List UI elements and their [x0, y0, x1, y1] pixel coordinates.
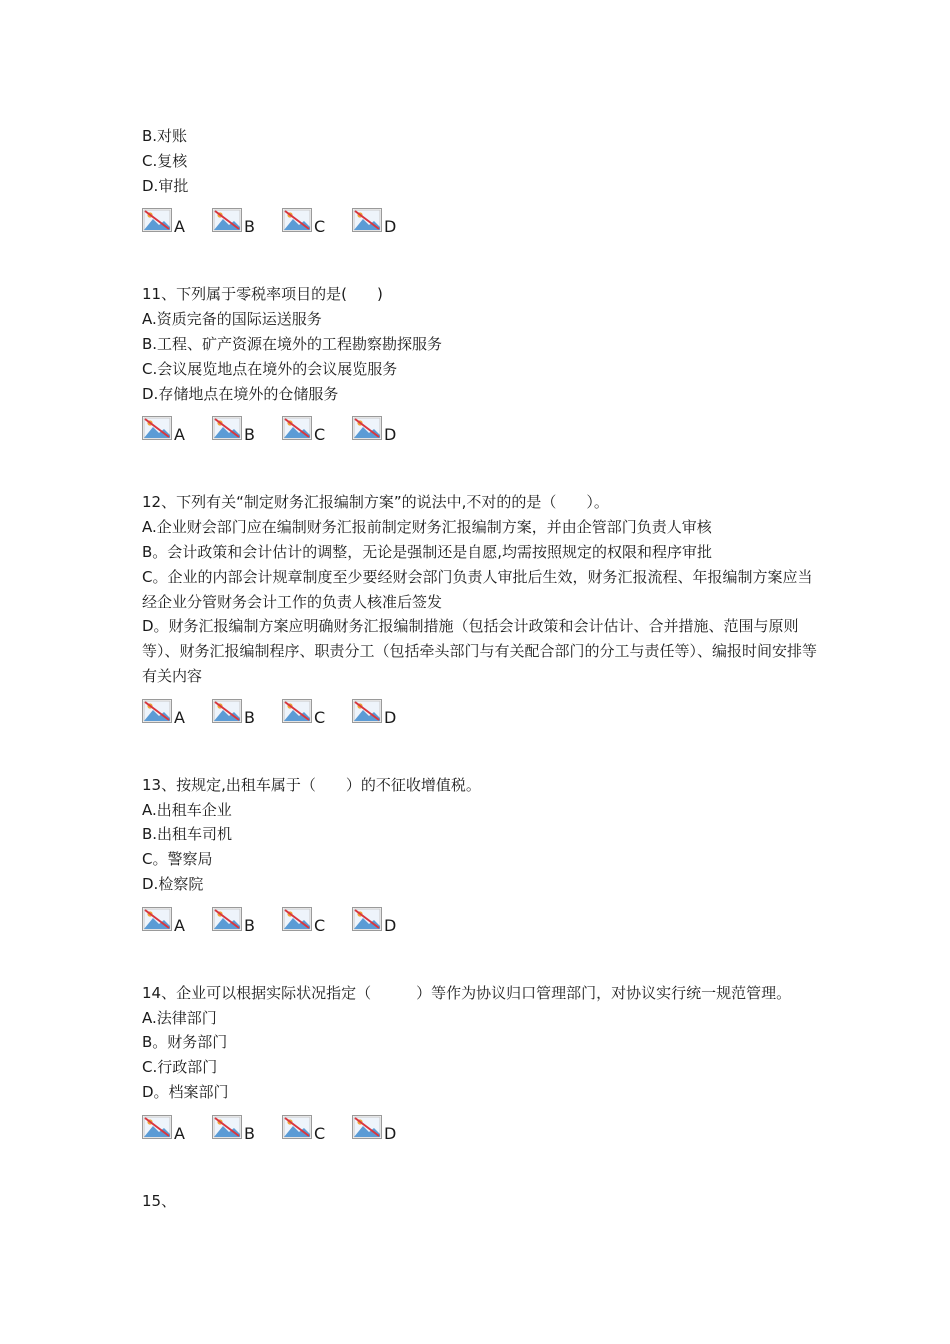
option-line: B.对账 — [142, 127, 188, 145]
q11-answer-0[interactable] — [142, 416, 212, 445]
answer-label: A — [174, 425, 185, 445]
q10-answer-2[interactable] — [282, 208, 352, 237]
answer-label: C — [314, 1123, 326, 1143]
q10-answer-row — [142, 200, 822, 237]
broken-image-icon — [352, 416, 382, 440]
broken-image-icon — [282, 416, 312, 440]
broken-image-icon — [352, 907, 382, 931]
q14-answer-row — [142, 1107, 822, 1143]
option-line: C。警察局 — [142, 850, 213, 869]
option-line: C。企业的内部会计规章制度至少要经财会部门负责人审批后生效，财务汇报流程、年报编制方案应当经企业分管财务会计工作的负责人核准后签发 — [142, 567, 813, 611]
option-line: D.审批 — [142, 176, 189, 195]
answer-label: B — [244, 1123, 255, 1143]
question-block — [142, 282, 822, 445]
answer-label: B — [244, 425, 255, 445]
option-line: B.出租车司机 — [142, 825, 233, 844]
document-page — [142, 124, 822, 1214]
broken-image-icon — [212, 907, 242, 931]
answer-label: C — [314, 217, 326, 237]
option-line: B。财务部门 — [142, 1033, 228, 1052]
q14-answer-0[interactable] — [142, 1115, 212, 1143]
broken-image-icon — [142, 907, 172, 931]
q13-answer-3[interactable] — [352, 907, 422, 935]
broken-image-icon — [352, 1115, 382, 1139]
answer-label: A — [174, 915, 185, 935]
question-10-tail — [142, 124, 822, 237]
q10-answer-1[interactable] — [212, 208, 282, 237]
answer-label: B — [244, 217, 255, 237]
option-line: A.法律部门 — [142, 1008, 217, 1027]
question-15-title: 15、 — [142, 1191, 177, 1210]
answer-label: D — [384, 425, 397, 445]
option-line: D.存储地点在境外的仓储服务 — [142, 384, 339, 403]
q10-answer-0[interactable] — [142, 208, 212, 237]
q12-answer-0[interactable] — [142, 699, 212, 727]
q13-answer-0[interactable] — [142, 907, 212, 935]
option-line: A.企业财会部门应在编制财务汇报前制定财务汇报编制方案，并由企管部门负责人审核 — [142, 518, 712, 537]
q14-answer-3[interactable] — [352, 1115, 422, 1143]
q12-answer-row — [142, 691, 822, 727]
q11-answer-1[interactable] — [212, 416, 282, 445]
answer-label: A — [174, 217, 185, 237]
option-line: D。档案部门 — [142, 1082, 229, 1101]
option-line: C.行政部门 — [142, 1058, 218, 1077]
answer-label: C — [314, 425, 326, 445]
answer-label: C — [314, 915, 326, 935]
q11-answer-2[interactable] — [282, 416, 352, 445]
answer-label: B — [244, 707, 255, 727]
q12-answer-1[interactable] — [212, 699, 282, 727]
q13-answer-2[interactable] — [282, 907, 352, 935]
broken-image-icon — [282, 699, 312, 723]
q11-answer-3[interactable] — [352, 416, 422, 445]
broken-image-icon — [282, 907, 312, 931]
answer-label: D — [384, 915, 397, 935]
answer-label: D — [384, 1123, 397, 1143]
q13-answer-1[interactable] — [212, 907, 282, 935]
option-line: D.检察院 — [142, 874, 204, 893]
option-line: B.工程、矿产资源在境外的工程勘察勘探服务 — [142, 334, 443, 353]
broken-image-icon — [212, 208, 242, 232]
broken-image-icon — [282, 1115, 312, 1139]
broken-image-icon — [212, 699, 242, 723]
answer-label: C — [314, 707, 326, 727]
answer-label: A — [174, 707, 185, 727]
broken-image-icon — [142, 208, 172, 232]
broken-image-icon — [352, 208, 382, 232]
q14-answer-1[interactable] — [212, 1115, 282, 1143]
answer-label: B — [244, 915, 255, 935]
broken-image-icon — [142, 416, 172, 440]
option-line: A.出租车企业 — [142, 800, 232, 819]
broken-image-icon — [142, 699, 172, 723]
answer-label: D — [384, 707, 397, 727]
option-line: D。财务汇报编制方案应明确财务汇报编制措施（包括会计政策和会计估计、合并措施、范围与原则等）、财务汇报编制程序、职责分工（包括牵头部门与有关配合部门的分工与责任等）、编报时间安排等有关内容 — [142, 617, 818, 685]
broken-image-icon — [282, 208, 312, 232]
q11-answer-row — [142, 408, 822, 445]
answer-label: A — [174, 1123, 185, 1143]
q12-answer-2[interactable] — [282, 699, 352, 727]
answer-label: D — [384, 217, 397, 237]
option-line: A.资质完备的国际运送服务 — [142, 310, 322, 329]
q13-answer-row — [142, 899, 822, 935]
broken-image-icon — [142, 1115, 172, 1139]
q12-answer-3[interactable] — [352, 699, 422, 727]
question-block — [142, 981, 822, 1143]
option-line: B。会计政策和会计估计的调整，无论是强制还是自愿,均需按照规定的权限和程序审批 — [142, 542, 713, 561]
question-title: 14、企业可以根据实际状况指定（ ）等作为协议归口管理部门，对协议实行统一规范管理。 — [142, 983, 792, 1002]
broken-image-icon — [352, 699, 382, 723]
question-block — [142, 490, 822, 727]
broken-image-icon — [212, 416, 242, 440]
q14-answer-2[interactable] — [282, 1115, 352, 1143]
q10-answer-3[interactable] — [352, 208, 422, 237]
question-list — [142, 232, 822, 1143]
broken-image-icon — [212, 1115, 242, 1139]
option-line: C.会议展览地点在境外的会议展览服务 — [142, 359, 398, 378]
question-block — [142, 773, 822, 935]
question-title: 12、下列有关“制定财务汇报编制方案”的说法中,不对的的是（ ）。 — [142, 493, 609, 512]
question-title: 11、下列属于零税率项目的是( ) — [142, 285, 383, 304]
option-line: C.复核 — [142, 151, 188, 170]
question-title: 13、按规定,出租车属于（ ）的不征收增值税。 — [142, 775, 481, 794]
